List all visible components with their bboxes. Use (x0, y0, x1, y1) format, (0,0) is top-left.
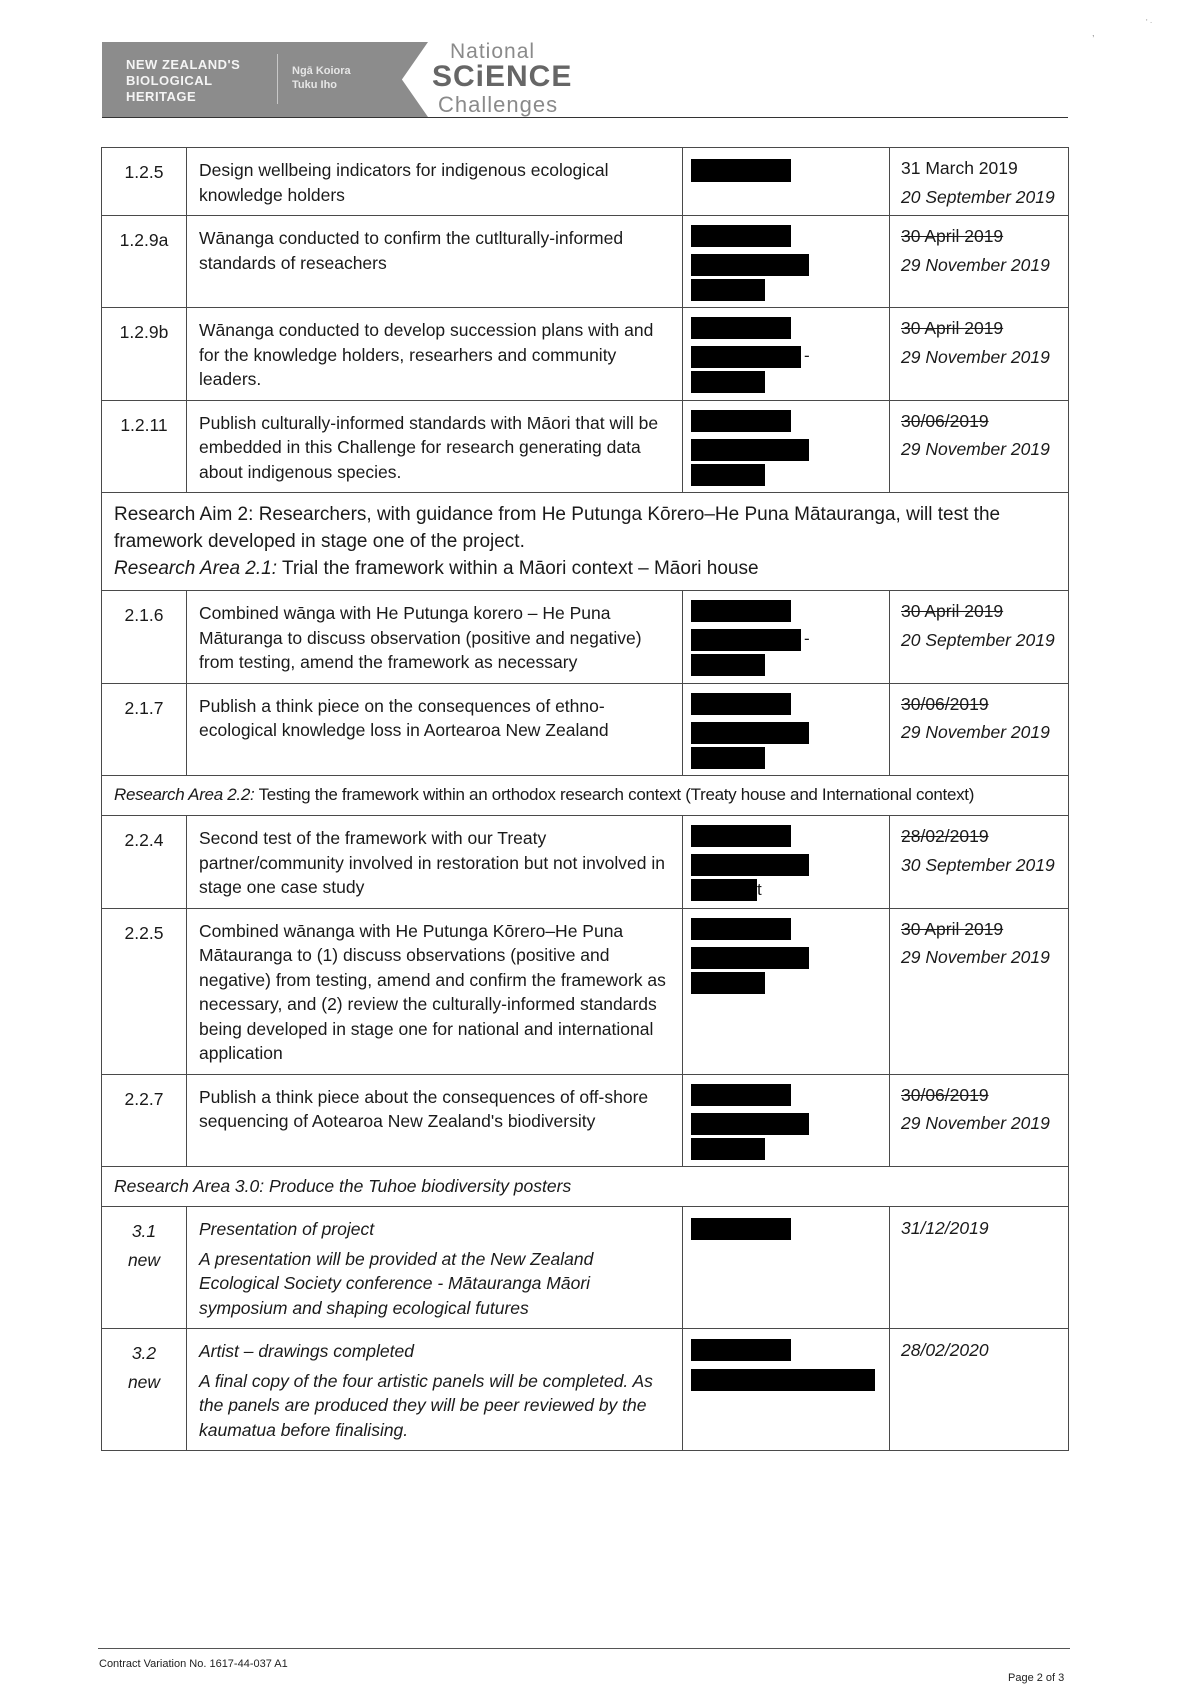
redacted-cell (683, 216, 890, 308)
table-row (102, 683, 1069, 775)
area-label: Research Area 2.2: (114, 784, 255, 804)
residual-text: - (804, 346, 810, 365)
table-row (102, 308, 1069, 401)
milestone-description: Artist – drawings completed A final copy of the four artistic panels will be completed. As the panels are produced they will be peer reviewed by the kaumatua before finalising. (187, 1329, 683, 1451)
heritage-logo-text: NEW ZEALAND'S BIOLOGICAL HERITAGE (126, 57, 241, 104)
redaction-bar (691, 654, 765, 676)
page-number: Page 2 of 3 (1008, 1672, 1065, 1684)
milestone-date: 30 April 2019 29 November 2019 (890, 308, 1069, 401)
logo-divider (277, 54, 278, 104)
header-rule (102, 117, 1068, 118)
redaction-bar (691, 1218, 791, 1240)
table-row (102, 816, 1069, 909)
redaction-bar (691, 317, 791, 339)
redacted-cell (683, 308, 890, 401)
redaction-bar (691, 600, 791, 622)
milestone-date: 31/12/2019 (890, 1207, 1069, 1329)
redaction-bar (691, 439, 809, 461)
redaction-bar (691, 747, 765, 769)
footer-rule (98, 1648, 1070, 1649)
redaction-bar (691, 854, 809, 876)
table-row (102, 400, 1069, 493)
residual-text: t (757, 880, 762, 899)
redacted-cell (683, 1074, 890, 1166)
redaction-bar (691, 410, 791, 432)
table-row (102, 216, 1069, 308)
milestone-date: 30 April 2019 20 September 2019 (890, 591, 1069, 684)
scan-mark: ' · (1146, 18, 1153, 27)
area-text: Testing the framework within an orthodox research context (Treaty house and International context) (258, 784, 975, 804)
redaction-bar (691, 722, 809, 744)
aim-text: Researchers, with guidance from He Putunga Kōrero–He Puna Mātauranga, will test the framework developed in stage one of the project. (114, 504, 1001, 552)
milestone-description: Publish a think piece about the consequences of off-shore sequencing of Aotearoa New Zealand's biodiversity (187, 1074, 683, 1166)
science-challenges-logo-science: SCiENCE (432, 60, 573, 93)
milestone-number: 1.2.11 (102, 400, 187, 493)
redacted-cell (683, 591, 890, 684)
milestone-number: 2.1.6 (102, 591, 187, 684)
milestone-number: 1.2.9b (102, 308, 187, 401)
redaction-bar (691, 464, 765, 486)
table-row (102, 1166, 1069, 1207)
redaction-bar (691, 225, 791, 247)
milestone-date: 30/06/2019 29 November 2019 (890, 400, 1069, 493)
milestone-number: 1.2.9a (102, 216, 187, 308)
redacted-cell (683, 148, 890, 216)
residual-text: - (804, 629, 810, 648)
milestone-description: Combined wānanga with He Putunga Kōrero–He Puna Mātauranga to (1) discuss observations (positive and negative) from testing, amend and confirm the framework as necessary, and (2) review the culturally-informed standards being developed in stage one for national and international application (187, 908, 683, 1074)
redaction-bar (691, 879, 757, 901)
milestone-description: Presentation of project A presentation will be provided at the New Zealand Ecological Society conference - Mātauranga Māori symposium and shaping ecological futures (187, 1207, 683, 1329)
table-row (102, 493, 1069, 591)
milestone-number: 2.2.7 (102, 1074, 187, 1166)
research-aim-2 (102, 493, 1069, 591)
table-row (102, 908, 1069, 1074)
milestone-number: 3.1 new (102, 1207, 187, 1329)
science-challenges-logo-national: National (450, 40, 536, 63)
redaction-bar (691, 972, 765, 994)
research-area-3-0: Research Area 3.0: Produce the Tuhoe biodiversity posters (102, 1166, 1069, 1207)
redaction-bar (691, 1113, 809, 1135)
table-row (102, 775, 1069, 816)
redaction-bar (691, 346, 801, 368)
milestone-number: 2.2.5 (102, 908, 187, 1074)
redaction-bar (691, 629, 801, 651)
milestone-number: 1.2.5 (102, 148, 187, 216)
table-row (102, 591, 1069, 684)
milestone-table (101, 147, 1069, 1451)
milestone-date: 30/06/2019 29 November 2019 (890, 1074, 1069, 1166)
redaction-bar (691, 693, 791, 715)
milestone-description: Combined wānga with He Putunga korero – He Puna Māturanga to discuss observation (positive and negative) from testing, amend the framework as necessary (187, 591, 683, 684)
milestone-date: 30/06/2019 29 November 2019 (890, 683, 1069, 775)
milestone-number: 2.1.7 (102, 683, 187, 775)
area-label: Research Area 2.1: (114, 558, 277, 579)
milestone-description: Wānanga conducted to confirm the cutlturally-informed standards of reseachers (187, 216, 683, 308)
milestone-number: 2.2.4 (102, 816, 187, 909)
area-text: Trial the framework within a Māori context – Māori house (281, 558, 759, 579)
redaction-bar (691, 825, 791, 847)
contract-variation-number: Contract Variation No. 1617-44-037 A1 (99, 1658, 288, 1670)
milestone-date: 30 April 2019 29 November 2019 (890, 908, 1069, 1074)
redaction-bar (691, 947, 809, 969)
table-row (102, 148, 1069, 216)
aim-label: Research Aim 2: (114, 504, 254, 525)
redaction-bar (691, 371, 765, 393)
redacted-cell (683, 400, 890, 493)
redaction-bar (691, 254, 809, 276)
table-row (102, 1329, 1069, 1451)
milestone-description: Design wellbeing indicators for indigenous ecological knowledge holders (187, 148, 683, 216)
milestone-date: 28/02/2020 (890, 1329, 1069, 1451)
maori-logo-text: Ngā Koiora Tuku Iho (292, 65, 351, 91)
redacted-cell (683, 816, 890, 909)
redaction-bar (691, 279, 765, 301)
milestone-date: 28/02/2019 30 September 2019 (890, 816, 1069, 909)
milestone-description: Publish culturally-informed standards with Māori that will be embedded in this Challenge for research generating data about indigenous species. (187, 400, 683, 493)
redaction-bar (691, 1084, 791, 1106)
redaction-bar (691, 1339, 791, 1361)
redacted-cell (683, 1329, 890, 1451)
redacted-cell (683, 908, 890, 1074)
milestone-date: 31 March 2019 20 September 2019 (890, 148, 1069, 216)
milestone-number: 3.2 new (102, 1329, 187, 1451)
table-row (102, 1074, 1069, 1166)
milestone-description: Wānanga conducted to develop succession plans with and for the knowledge holders, researhers and community leaders. (187, 308, 683, 401)
redaction-bar (691, 918, 791, 940)
redaction-bar (691, 1369, 875, 1391)
milestone-date: 30 April 2019 29 November 2019 (890, 216, 1069, 308)
table-row (102, 1207, 1069, 1329)
redaction-bar (691, 159, 791, 182)
redaction-bar (691, 1138, 765, 1160)
redacted-cell (683, 1207, 890, 1329)
milestone-description: Publish a think piece on the consequences of ethno-ecological knowledge loss in Aortearoa New Zealand (187, 683, 683, 775)
scan-mark: , (1092, 28, 1095, 38)
science-challenges-logo-challenges: Challenges (438, 92, 559, 117)
redacted-cell (683, 683, 890, 775)
milestone-description: Second test of the framework with our Treaty partner/community involved in restoration but not involved in stage one case study (187, 816, 683, 909)
research-area-2-2 (102, 775, 1069, 816)
